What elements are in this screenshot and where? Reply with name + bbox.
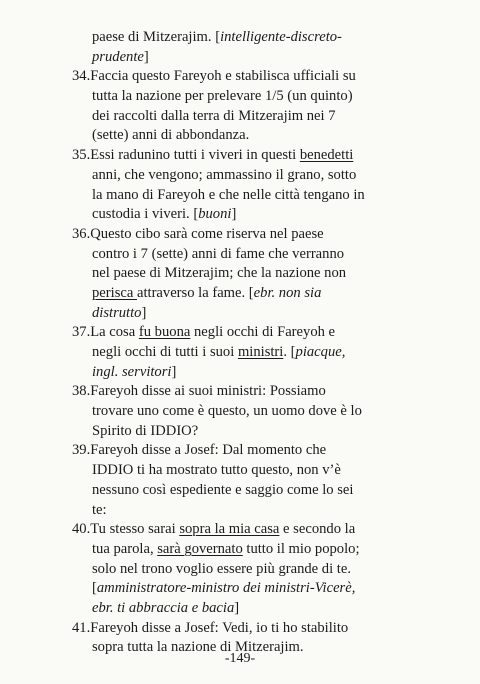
text-line [72,579,412,599]
text-span: tutto il mio popolo; [242,540,360,557]
text-span: contro i 7 (sette) anni di fame che verranno [92,245,345,262]
text-line [72,67,412,87]
text-span: negli occhi di Fareyoh e [190,324,336,341]
text-span: ] [231,206,237,223]
italic-note: distrutto [92,304,142,321]
italic-note: piacque, [295,344,346,360]
text-line [72,501,412,521]
text-line [72,126,412,146]
text-line [72,284,412,304]
text-line [72,186,412,206]
text-line [72,264,412,284]
text-span: ] [141,304,147,321]
text-span: (sette) anni di abbondanza. [92,127,250,144]
text-span: IDDIO ti ha mostrato tutto questo, non v’è [92,462,341,479]
underlined-text: ministri [237,344,284,360]
text-span: 41.Fareyoh disse a Josef: Vedi, io ti ho stabilito [72,619,349,636]
text-line [72,599,412,619]
text-span: ] [234,599,240,616]
text-span: negli occhi di tutti i suoi [92,344,238,360]
text-line [72,363,412,383]
italic-note: amministratore-ministro dei ministri-Vicerè, [96,580,356,597]
text-span: 36.Questo cibo sarà come riserva nel paese [72,225,324,242]
text-line [72,87,412,107]
text-line [72,560,412,580]
text-line [72,48,412,68]
page-text [72,28,412,658]
italic-note: ebr. non sia [253,284,322,301]
text-line [72,304,412,324]
text-line [72,382,412,402]
italic-note: ingl. servitori [92,363,172,380]
text-line [72,422,412,442]
text-span: nessuno così espediente e saggio come lo sei [92,481,354,498]
text-line [72,245,412,265]
text-line [72,323,412,343]
text-line [72,619,412,639]
text-line [72,461,412,481]
text-span: ] [143,48,149,65]
text-span: nel paese di Mitzerajim; che la nazione non [92,265,347,282]
text-span: 34.Faccia questo Fareyoh e stabilisca ufficiali su [72,68,356,85]
text-line [72,481,412,501]
underlined-text: sopra la mia casa [179,521,280,538]
text-line [72,441,412,461]
text-line [72,146,412,166]
text-span: paese di Mitzerajim. [ [92,29,221,45]
underlined-text: fu buona [138,324,191,341]
underlined-text: sarà governato [157,540,243,557]
text-line [72,225,412,245]
text-line [72,166,412,186]
text-span: te: [92,501,107,518]
italic-note: ebr. ti abbraccia e bacia [92,599,235,616]
italic-note: intelligente-discreto- [220,29,342,45]
page-number: -149- [224,651,256,666]
text-span: [ [92,580,97,597]
underlined-text: perisca [92,284,137,301]
text-line [72,28,412,48]
text-span: tutta la nazione per prelevare 1/5 (un quinto) [92,88,353,105]
text-line [72,402,412,422]
italic-note: prudente [92,48,144,65]
text-line [72,540,412,560]
text-line [72,205,412,225]
text-span: 40.Tu stesso sarai [72,521,180,538]
text-line [72,520,412,540]
text-line [72,107,412,127]
text-span: 37.La cosa [72,324,139,341]
text-span: 39.Fareyoh disse a Josef: Dal momento che [72,442,327,459]
underlined-text: benedetti [299,147,354,164]
text-span: solo nel trono voglio essere più grande di te. [92,560,351,577]
text-span: custodia i viveri. [ [92,206,199,223]
text-span: anni, che vengono; ammassino il grano, sotto [92,166,357,183]
text-span: sopra tutta la nazione di Mitzerajim. [92,639,304,656]
text-span: 38.Fareyoh disse ai suoi ministri: Possiamo [72,383,326,400]
text-span: dei raccolti dalla terra di Mitzerajim nei 7 [92,107,336,124]
text-span: ] [171,363,177,380]
text-span: Spirito di IDDIO? [92,422,199,439]
text-span: la mano di Fareyoh e che nelle città tengano in [92,186,365,203]
text-span: tua parola, [92,540,158,557]
italic-note: buoni [198,206,232,223]
text-line [72,343,412,363]
text-span: trovare uno come è questo, un uomo dove è lo [92,403,362,420]
text-span: 35.Essi radunino tutti i viveri in questi [72,147,300,164]
text-span: attraverso la fame. [ [136,284,254,301]
text-span: e secondo la [279,521,356,538]
text-span: . [ [283,344,296,360]
